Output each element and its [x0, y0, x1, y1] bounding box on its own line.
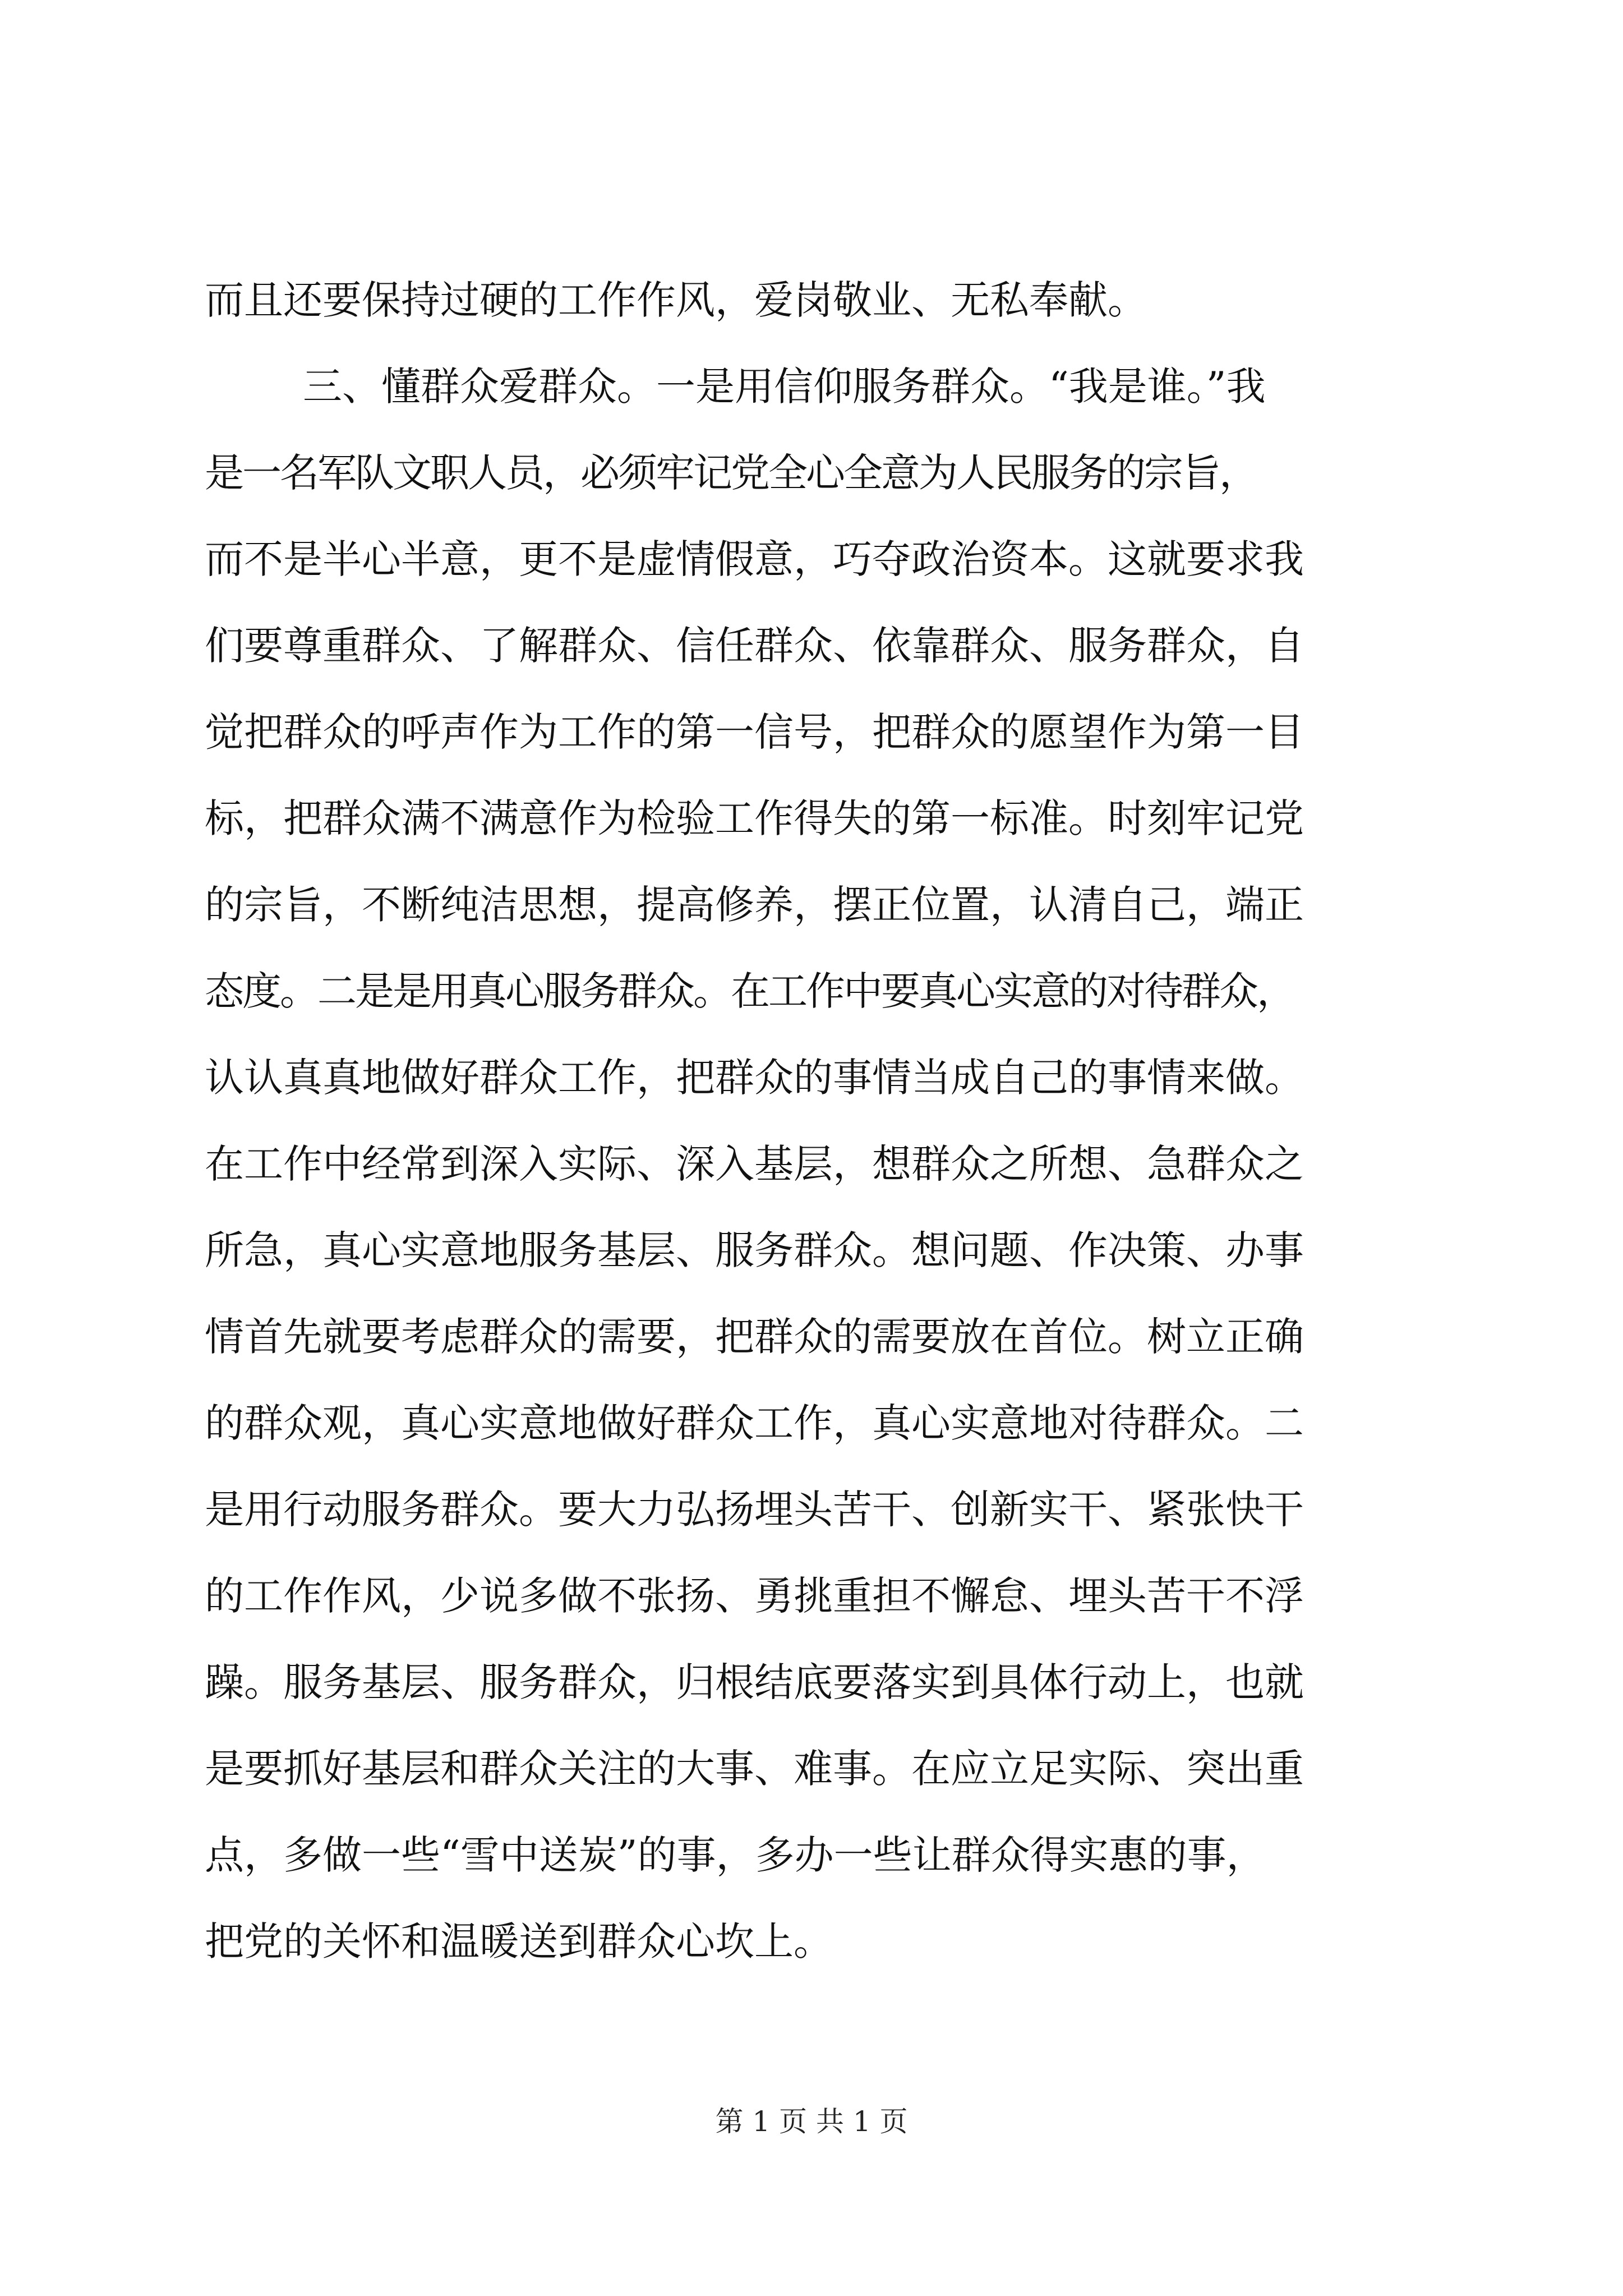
paragraph-line: 点，多做一些“雪中送炭”的事，多办一些让群众得实惠的事， [205, 1832, 1266, 1878]
paragraph-line: 态度。二是是用真心服务群众。在工作中要真心实意的对待群众， [205, 968, 1294, 1014]
page-number-footer: 第 1 页 共 1 页 [715, 2105, 908, 2138]
paragraph-line: 的宗旨，不断纯洁思想，提高修养，摆正位置，认清自己，端正 [205, 882, 1304, 928]
paragraph-line: 们要尊重群众、了解群众、信任群众、依靠群众、服务群众，自 [205, 623, 1304, 669]
paragraph-line: 标，把群众满不满意作为检验工作得失的第一标准。时刻牢记党 [205, 795, 1304, 841]
paragraph-line: 三、懂群众爱群众。一是用信仰服务群众。“我是谁。”我 [303, 364, 1266, 409]
paragraph-line: 是要抓好基层和群众关注的大事、难事。在应立足实际、突出重 [205, 1746, 1304, 1792]
paragraph-line: 而不是半心半意，更不是虚情假意，巧夺政治资本。这就要求我 [205, 536, 1304, 582]
paragraph-line: 而且还要保持过硬的工作作风，爱岗敬业、无私奉献。 [205, 277, 1147, 323]
paragraph-line: 躁。服务基层、服务群众，归根结底要落实到具体行动上，也就 [205, 1659, 1304, 1705]
paragraph-line: 所急，真心实意地服务基层、服务群众。想问题、作决策、办事 [205, 1227, 1304, 1273]
paragraph-line: 是用行动服务群众。要大力弘扬埋头苦干、创新实干、紧张快干 [205, 1487, 1304, 1533]
paragraph-line: 认认真真地做好群众工作，把群众的事情当成自己的事情来做。 [205, 1055, 1304, 1101]
paragraph-line: 是一名军队文职人员，必须牢记党全心全意为人民服务的宗旨， [205, 450, 1257, 496]
paragraph-line: 的群众观，真心实意地做好群众工作，真心实意地对待群众。二 [205, 1400, 1304, 1446]
paragraph-line: 觉把群众的呼声作为工作的第一信号，把群众的愿望作为第一目 [205, 709, 1304, 755]
paragraph-line: 的工作作风，少说多做不张扬、勇挑重担不懈怠、埋头苦干不浮 [205, 1573, 1304, 1619]
paragraph-line: 情首先就要考虑群众的需要，把群众的需要放在首位。树立正确 [205, 1314, 1304, 1360]
paragraph-line: 把党的关怀和温暖送到群众心坎上。 [205, 1918, 833, 1964]
paragraph-line: 在工作中经常到深入实际、深入基层，想群众之所想、急群众之 [205, 1141, 1304, 1187]
